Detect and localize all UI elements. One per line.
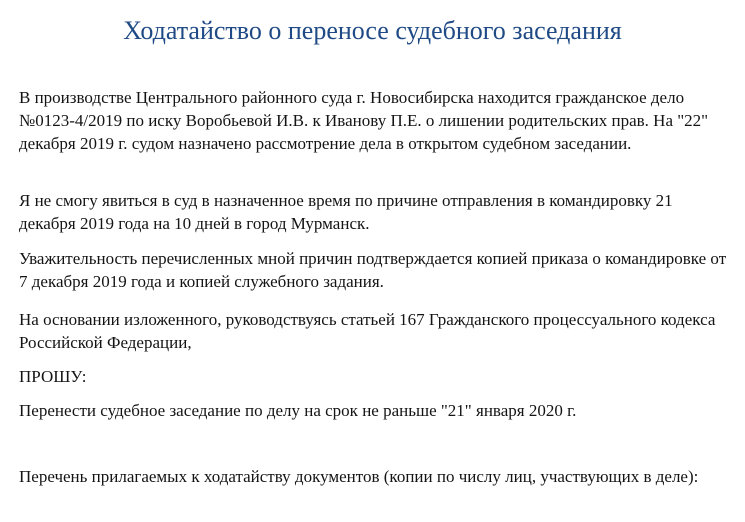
- paragraph-legal-basis: На основании изложенного, руководствуясь статьей 167 Гражданского процессуального кодекса Российской Федерации,: [19, 310, 716, 352]
- paragraph-evidence: Уважительность перечисленных мной причин подтверждается копией приказа о командировке от 7 декабря 2019 года и копией служебного задания.: [19, 249, 727, 291]
- paragraph-absence-reason: Я не смогу явиться в суд в назначенное время по причине отправления в командировку 21 декабря 2019 года на 10 дней в город Мурманск.: [19, 191, 673, 233]
- paragraph-case-info: В производстве Центрального районного суда г. Новосибирска находится гражданское дело №0123-4/2019 по иску Воробьевой И.В. к Иванову П.Е. о лишении родительских прав. На "22" декабря 2019 г. судом назначено рассмотрение дела в открытом судебном заседании.: [19, 88, 709, 153]
- document-title: Ходатайство о переносе судебного заседания: [123, 16, 622, 45]
- paragraph-request: Перенести судебное заседание по делу на срок не раньше "21" января 2020 г.: [19, 401, 577, 420]
- paragraph-request-heading: ПРОШУ:: [19, 367, 87, 386]
- paragraph-attachments: Перечень прилагаемых к ходатайству документов (копии по числу лиц, участвующих в деле):: [19, 467, 699, 486]
